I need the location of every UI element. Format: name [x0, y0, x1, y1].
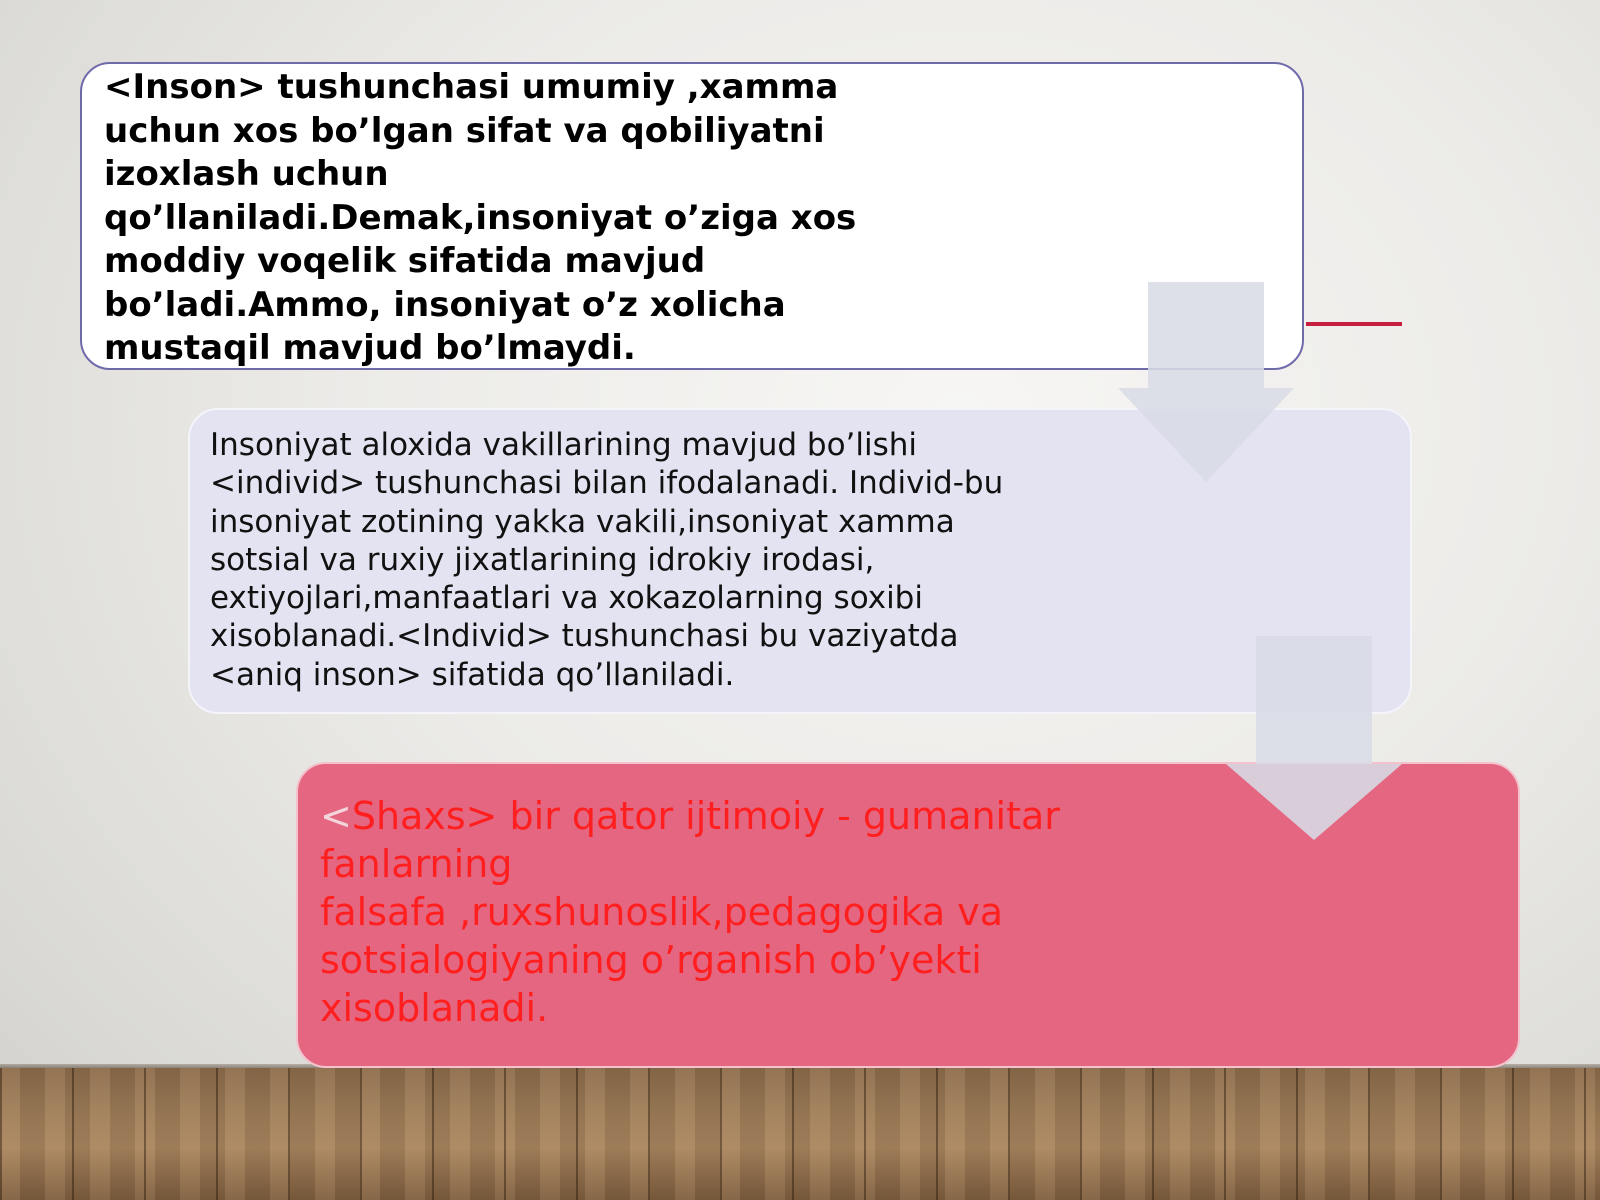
process-step-2-text: Insoniyat aloxida vakillarining mavjud bo’lishi <individ> tushunchasi bilan ifodalanadi. Individ-bu insoniyat zotining yakka vakili,insoniyat xamma sotsial va ruxiy jixatlarining idrokiy irodasi, extiyojlari,manfaatlari va xokazolarning soxibi xisoblanadi.<Individ> tushunchasi bu vaziyatda <aniq inson> sifatida qo’llaniladi. [210, 427, 1004, 693]
accent-line [1306, 322, 1402, 326]
process-step-3-open-bracket: < [320, 794, 352, 838]
process-step-3-body: Shaxs> bir qator ijtimoiy - gumanitar fanlarning falsafa ,ruxshunoslik,pedagogika va sotsialogiyaning o’rganish ob’yekti xisoblanadi. [320, 794, 1060, 1030]
process-step-1-text: <Inson> tushunchasi umumiy ,xamma uchun xos bo’lgan sifat va qobiliyatni izoxlash uchun qo’llaniladi.Demak,insoniyat o’ziga xos moddiy voqelik sifatida mavjud bo’ladi.Ammo, insoniyat o’z xolicha mustaqil mavjud bo’lmaydi. [104, 67, 857, 368]
down-arrow-icon [1118, 282, 1294, 482]
wooden-floor [0, 1068, 1600, 1200]
down-arrow-icon [1226, 636, 1402, 840]
